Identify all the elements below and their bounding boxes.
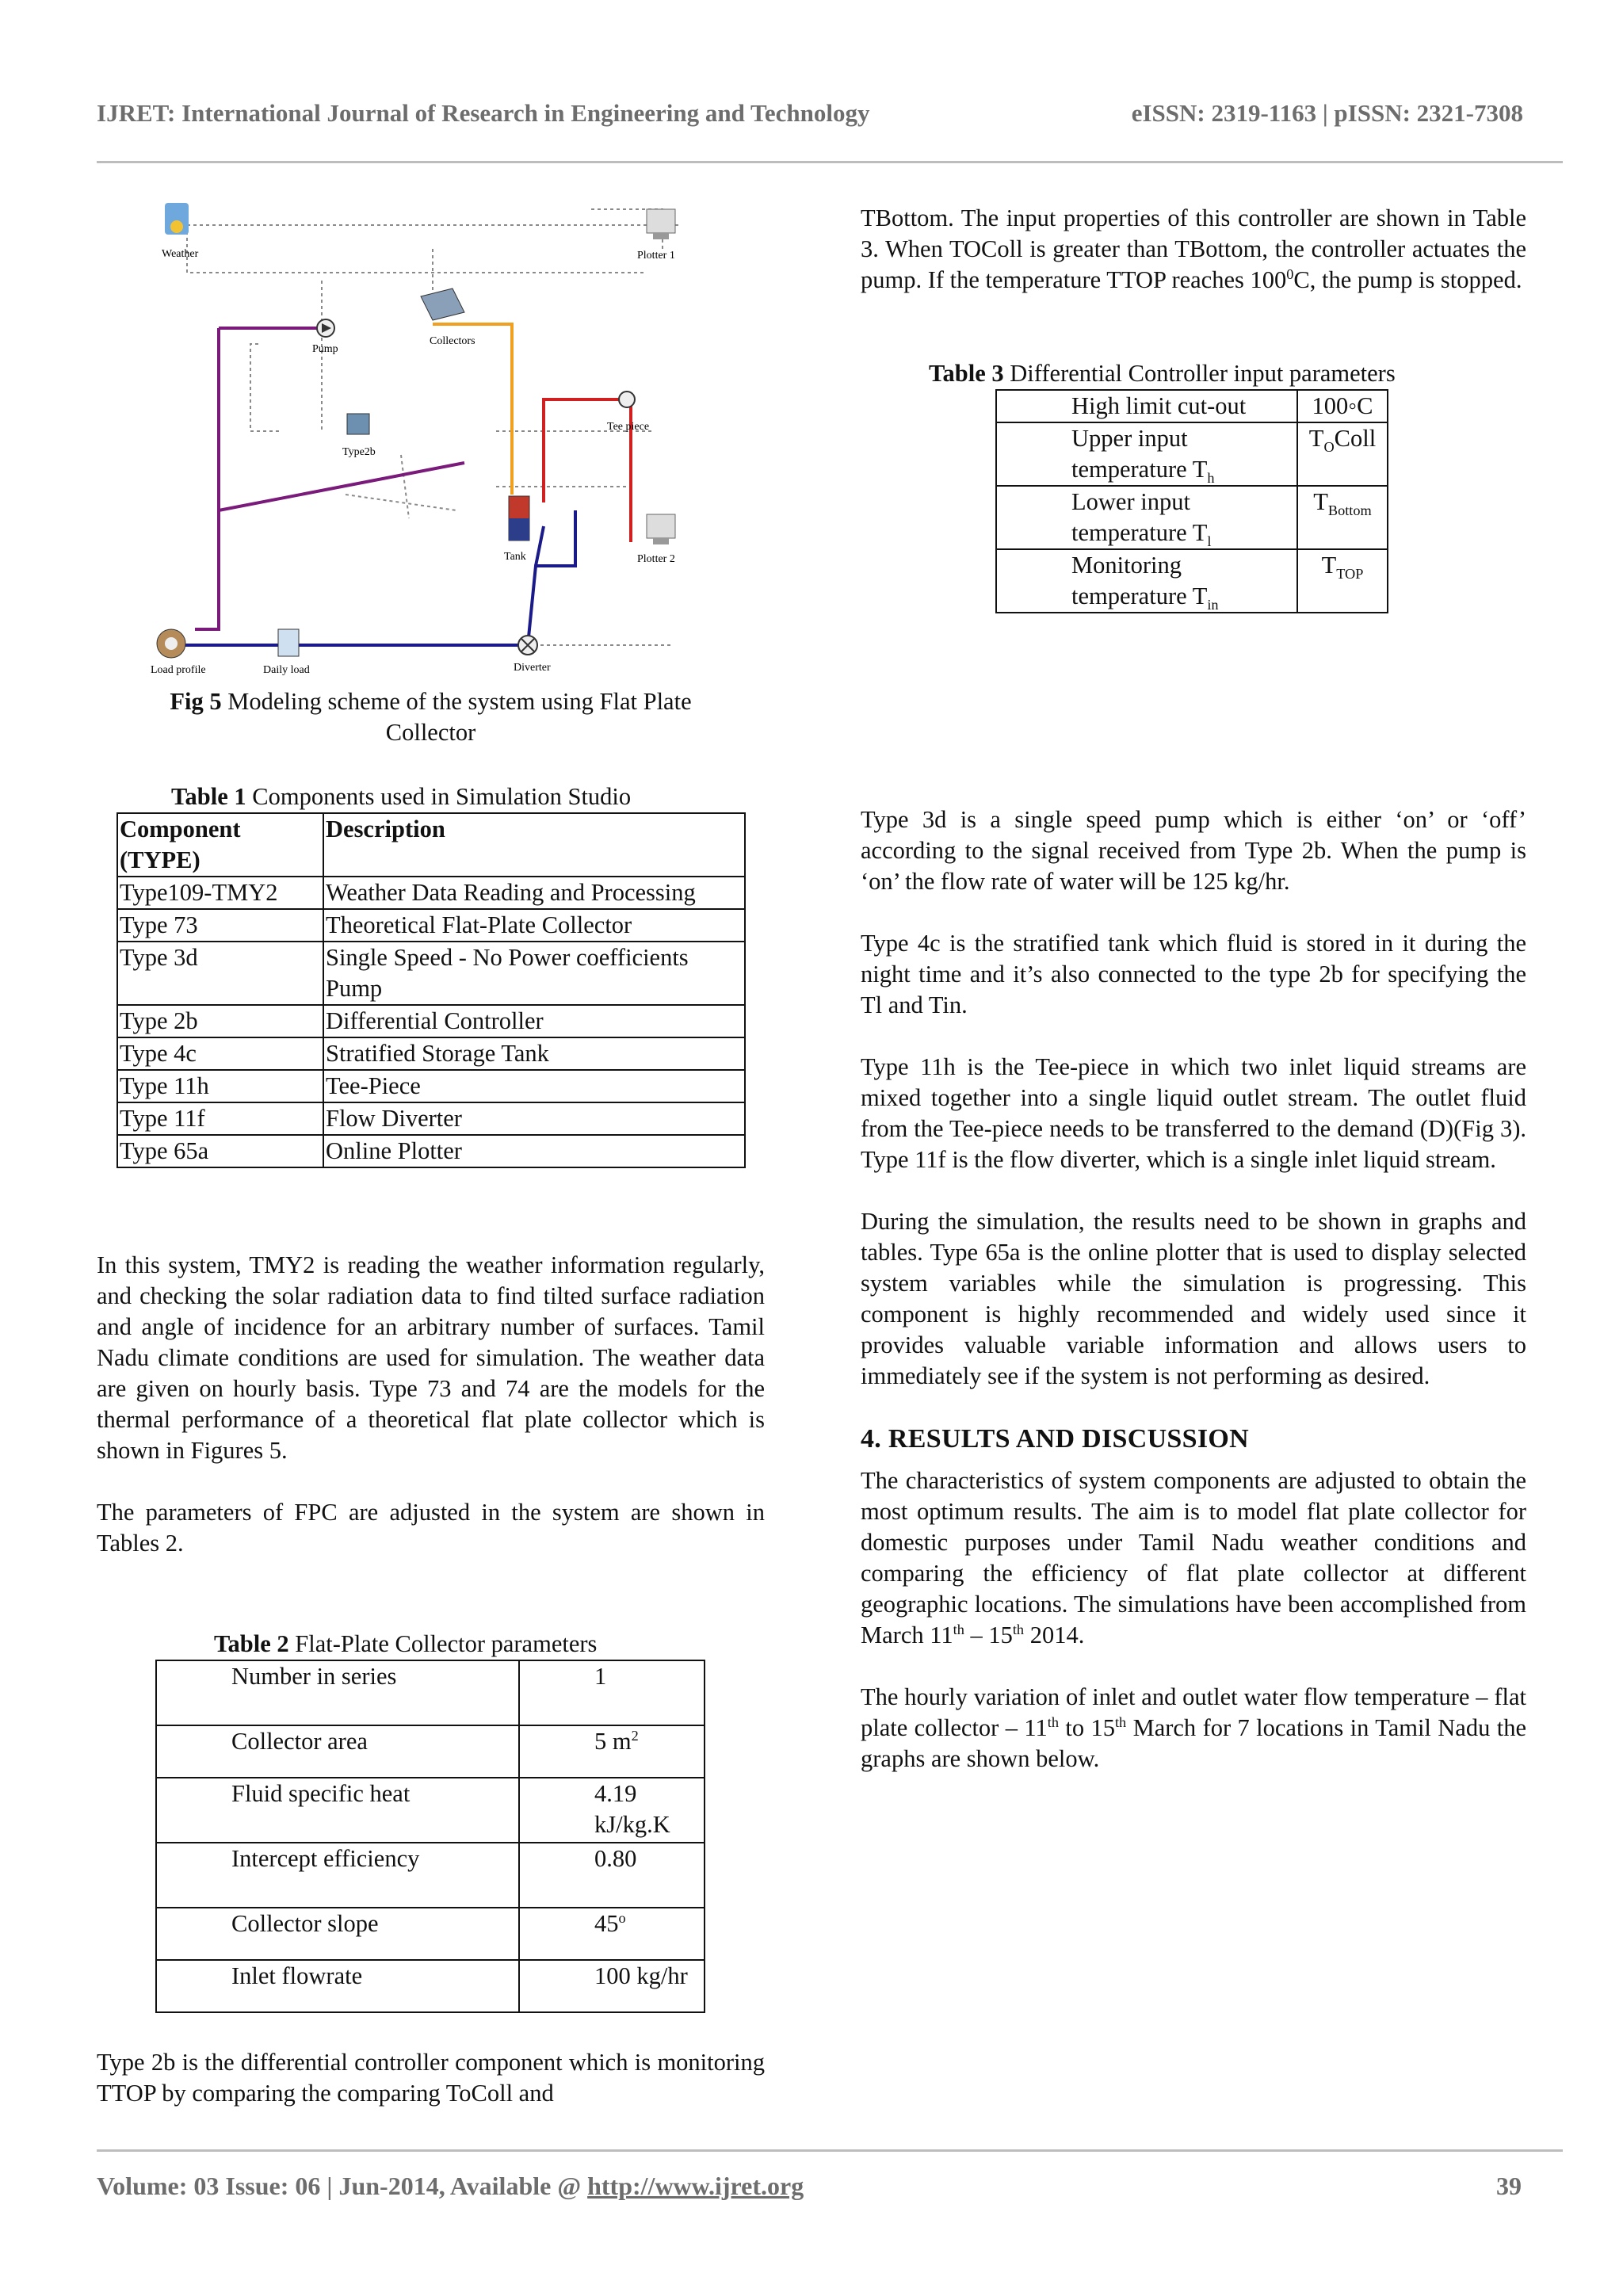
right-body-text: [861, 203, 1526, 296]
svg-text:Daily load: Daily load: [263, 664, 310, 676]
plotter-1-icon: [647, 209, 675, 239]
table-row: Type 4c Stratified Storage Tank: [117, 1037, 745, 1070]
paragraph: The characteristics of system components are adjusted to obtain the most optimum results. The aim is to model flat plate collector for domestic purposes under Tamil Nadu weather conditions and comparing the efficiency of flat plate collector at different geographic locations. The simulations have been accomplished from March 11th – 15th 2014.: [861, 1467, 1526, 1648]
paragraph: In this system, TMY2 is reading the weather information regularly, and checking the solar radiation data to find tilted surface radiation and angle of incidence for an arbitrary number of surfaces. Tamil Nadu climate conditions are used for simulation. The weather data are given on hourly basis. Type 73 and 74 are the models for the thermal performance of a theoretical flat plate collector which is shown in Figures 5.: [97, 1251, 765, 1464]
table-row: Type 73 Theoretical Flat-Plate Collector: [117, 909, 745, 942]
table-header-row: Component (TYPE) Description: [117, 813, 745, 877]
svg-text:Collectors: Collectors: [430, 335, 475, 347]
section-heading: 4. RESULTS AND DISCUSSION: [861, 1424, 1249, 1454]
table2-fpc-parameters: [155, 1660, 705, 2013]
table-row: Lower input temperature $T_l$ $T_{Bottom}$: [996, 486, 1388, 549]
journal-title: IJRET: International Journal of Research in Engineering and Technology: [97, 99, 870, 127]
table-row: Type 11h Tee-Piece: [117, 1070, 745, 1102]
table3-caption: Table 3 Differential Controller input parameters: [929, 360, 1396, 387]
table-row: Inlet flowrate 100 kg/hr: [156, 1960, 705, 2012]
table1-components: [116, 812, 746, 1168]
table-row: Type109-TMY2 Weather Data Reading and Processing: [117, 877, 745, 909]
table1-caption: Table 1 Components used in Simulation Studio: [171, 783, 632, 810]
svg-text:Pump: Pump: [312, 343, 338, 355]
table-row: Upper input temperature $T_h$ $T_OColl$: [996, 422, 1388, 486]
table-row: Monitoring temperature $T_{in}$ $T_{TOP}$: [996, 549, 1388, 613]
paragraph: The hourly variation of inlet and outlet water flow temperature – flat plate collector – 11th to 15th March for 7 locations in Tamil Nadu the graphs are shown below.: [861, 1683, 1526, 1772]
journal-link[interactable]: http://www.ijret.org: [587, 2172, 804, 2200]
issn: eISSN: 2319-1163 | pISSN: 2321-7308: [1131, 99, 1523, 127]
svg-text:Tee piece: Tee piece: [607, 421, 650, 433]
page-number: 39: [1496, 2172, 1522, 2200]
header-rule: [97, 161, 1563, 163]
paragraph: During the simulation, the results need to be shown in graphs and tables. Type 65a is the online plotter that is used to display selected system variables while the simulation is progressing. This component is highly recommended and widely used since it provides valuable variable information and allows users to immediately see if the system is not performing as desired.: [861, 1208, 1526, 1389]
footer-volume: Volume: 03 Issue: 06 | Jun-2014, Available @ http://www.ijret.org: [97, 2172, 804, 2200]
table-row: Type 2b Differential Controller: [117, 1005, 745, 1037]
paragraph: TBottom. The input properties of this controller are shown in Table 3. When TOColl is greater than TBottom, the controller actuates the pump. If the temperature TTOP reaches $100^0C$, the pump is stopped.: [861, 204, 1526, 293]
table-row: Fluid specific heat 4.19 kJ/kg.K: [156, 1778, 705, 1843]
svg-text:Load profile: Load profile: [151, 664, 206, 676]
svg-text:Tank: Tank: [504, 551, 526, 563]
table3-controller-parameters: [995, 389, 1388, 613]
right-body-text-2: [861, 804, 1526, 1775]
left-body-text: [97, 1250, 765, 1559]
table-row: Collector slope 45$^o$: [156, 1908, 705, 1960]
svg-text:Diverter: Diverter: [514, 662, 551, 674]
svg-text:Type2b: Type2b: [342, 446, 376, 458]
table-row: Number in series 1: [156, 1660, 705, 1725]
tank-icon: [509, 496, 529, 541]
table-row: Intercept efficiency 0.80: [156, 1843, 705, 1908]
fig5-caption: Fig 5 Modeling scheme of the system using Flat Plate Collector: [170, 688, 692, 746]
daily-load-icon: [278, 629, 299, 656]
left-body-text-2: [97, 2047, 765, 2109]
table-row: Collector area 5 $m^2$: [156, 1725, 705, 1778]
diverter-icon: [518, 636, 537, 655]
info-links: [187, 209, 678, 645]
footer-rule: [97, 2149, 1563, 2152]
tee-piece-icon: [619, 392, 635, 407]
running-header: [97, 99, 1523, 128]
weather-icon: [165, 203, 189, 235]
controller-icon: [347, 414, 369, 434]
modeling-scheme-diagram: [147, 193, 686, 685]
load-profile-icon: [157, 629, 185, 658]
plotter-2-icon: [647, 514, 675, 544]
running-footer: [97, 2172, 1522, 2201]
svg-text:Plotter 1: Plotter 1: [637, 250, 675, 262]
pump-loop: [195, 328, 464, 629]
paragraph: Type 4c is the stratified tank which fluid is stored in it during the night time and it’s also connected to the type 2b for specifying the Tl and Tin.: [861, 930, 1526, 1018]
paragraph: The parameters of FPC are adjusted in the system are shown in Tables 2.: [97, 1499, 765, 1557]
table2-caption: Table 2 Flat-Plate Collector parameters: [214, 1630, 598, 1657]
collector-flow: [433, 324, 512, 495]
paragraph: Type 2b is the differential controller component which is monitoring TTOP by comparing the comparing ToColl and: [97, 2049, 765, 2107]
svg-text:Plotter 2: Plotter 2: [637, 553, 675, 565]
svg-text:Weather: Weather: [162, 248, 199, 260]
table-row: Type 65a Online Plotter: [117, 1135, 745, 1167]
table-row: High limit cut-out 100◦C: [996, 390, 1388, 422]
pump-icon: [317, 319, 334, 337]
table-row: Type 3d Single Speed - No Power coefficients Pump: [117, 942, 745, 1005]
paragraph: Type 3d is a single speed pump which is either ‘on’ or ‘off’ according to the signal received from Type 2b. When the pump is ‘on’ the flow rate of water will be 125 kg/hr.: [861, 806, 1526, 895]
paragraph: Type 11h is the Tee-piece in which two inlet liquid streams are mixed together into a single liquid outlet stream. The outlet fluid from the Tee-piece needs to be transferred to the demand (D)(Fig 3). Type 11f is the flow diverter, which is a single inlet liquid stream.: [861, 1053, 1526, 1173]
collectors-icon: [421, 288, 464, 320]
table-row: Type 11f Flow Diverter: [117, 1102, 745, 1135]
